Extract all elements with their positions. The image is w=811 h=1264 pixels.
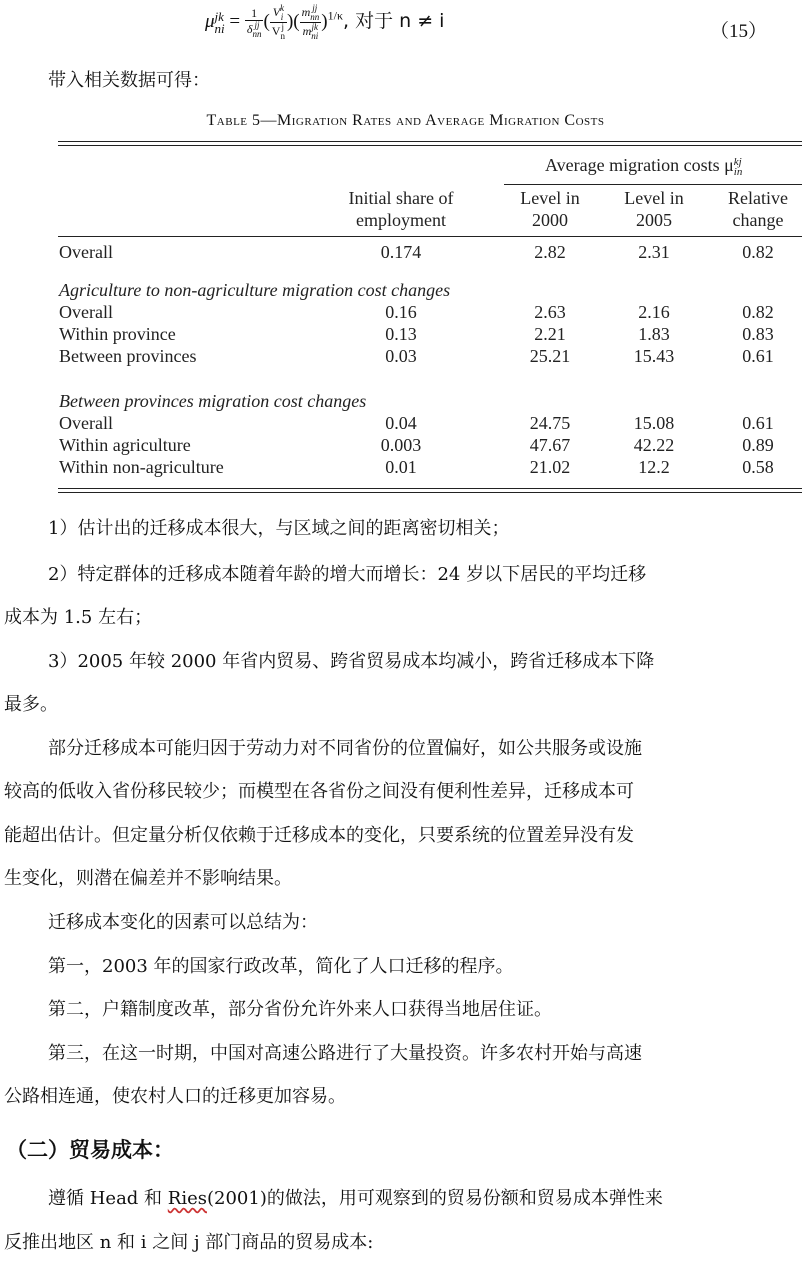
paragraph-5: 迁移成本变化的因素可以总结为：: [48, 912, 318, 933]
intro-text: 带入相关数据可得：: [48, 70, 210, 91]
eq-exponent: 1/κ: [327, 8, 344, 23]
equation-number: （15）: [709, 21, 767, 42]
group-header: [545, 155, 742, 177]
table-row-l2005: 42.22: [633, 435, 675, 455]
paragraph-3-line2: 最多。: [4, 694, 58, 715]
row-l2000: 2.82: [534, 242, 566, 262]
table-bottom-rule: [58, 488, 802, 489]
table-row-share: 0.04: [385, 413, 417, 433]
col-share-line2: employment: [356, 210, 446, 230]
table-row-l2005: 12.2: [638, 457, 670, 477]
eq-v-den-sub: n: [280, 31, 285, 41]
table-row-l2000: 2.21: [534, 324, 566, 344]
section-heading: （二）贸易成本：: [6, 1137, 174, 1162]
table-row-share: 0.16: [385, 302, 417, 322]
paragraph-4-line3: 能超出估计。但定量分析仅依赖于迁移成本的变化，只要系统的位置差异没有发: [4, 825, 634, 846]
eq-m-den: m: [302, 23, 312, 38]
eq-m-den-sub: ni: [311, 31, 319, 41]
eq-mu: μ: [205, 10, 215, 32]
table-row-share: 0.01: [385, 457, 417, 477]
paragraph-8-line2: 公路相连通，使农村人口的迁移更加容易。: [4, 1086, 346, 1107]
eq-delta-sup: jj: [254, 20, 260, 30]
table-row-rel: 0.58: [742, 457, 774, 477]
table-row-label: Within non-agriculture: [59, 457, 224, 477]
eq-equals: =: [229, 10, 241, 32]
closing-line1: [48, 1188, 663, 1210]
header-bottom-rule: [58, 236, 802, 237]
paragraph-4-line4: 生变化，则潜在偏差并不影响结果。: [4, 868, 292, 889]
table-row-rel: 0.82: [742, 302, 774, 322]
closing-text-a: 遵循 Head 和: [48, 1188, 168, 1209]
table-row-rel: 0.61: [742, 413, 774, 433]
table-bottom-rule-2: [58, 492, 802, 493]
col-share-line1: Initial share of: [348, 188, 454, 208]
eq-delta: δ: [246, 21, 253, 36]
row-rel: 0.82: [742, 242, 774, 262]
equation-body: μjk ni = 1 δ jj nn ( Vk i Vj n )( m jj nn mjk ni )$^{1/\kappa}$, 对于 n ≠ i: [205, 3, 445, 41]
eq-v-num: V: [272, 4, 281, 19]
table-row-share: 0.03: [385, 346, 417, 366]
col-rel-line2: change: [732, 210, 784, 230]
section2-title: Between provinces migration cost changes: [59, 391, 367, 411]
paragraph-2-line1: 2）特定群体的迁移成本随着年龄的增大而增长：24 岁以下居民的平均迁移: [48, 564, 647, 585]
paragraph-4-line1: 部分迁移成本可能归因于劳动力对不同省份的位置偏好，如公共服务或设施: [48, 738, 642, 759]
table-row-label: Within province: [59, 324, 176, 344]
eq-v-den: V: [271, 23, 281, 38]
row-share: 0.174: [380, 242, 422, 262]
table-row-rel: 0.83: [742, 324, 774, 344]
eq-frac1-num: 1: [245, 6, 264, 21]
table-row-l2005: 15.08: [633, 413, 675, 433]
migration-table: [0, 0, 811, 500]
col-2005-line1: Level in: [624, 188, 684, 208]
eq-condition: , 对于 n ≠ i: [343, 9, 445, 32]
group-header-rule: [504, 184, 802, 185]
eq-v-num-sup: k: [280, 3, 285, 13]
table-row-l2000: 21.02: [529, 457, 571, 477]
closing-line2: 反推出地区 n 和 i 之间 j 部门商品的贸易成本:: [4, 1232, 374, 1253]
col-2005-line2: 2005: [636, 210, 672, 230]
paragraph-7: 第二，户籍制度改革，部分省份允许外来人口获得当地居住证。: [48, 999, 552, 1020]
eq-mu-sub: ni: [214, 20, 225, 36]
table-row-share: 0.003: [380, 435, 422, 455]
table-row-l2000: 24.75: [529, 413, 571, 433]
eq-m-den-sup: jk: [311, 22, 319, 32]
group-header-sup: kj: [733, 155, 742, 168]
table-row-rel: 0.61: [742, 346, 774, 366]
table-row-label: Between provinces: [59, 346, 197, 366]
paragraph-1: 1）估计出的迁移成本很大，与区域之间的距离密切相关；: [48, 518, 510, 539]
paragraph-6: 第一，2003 年的国家行政改革，简化了人口迁移的程序。: [48, 956, 514, 977]
paragraph-3-line1: 3）2005 年较 2000 年省内贸易、跨省贸易成本均减小，跨省迁移成本下降: [48, 651, 655, 672]
table-row-label: Within agriculture: [59, 435, 191, 455]
col-2000-line2: 2000: [532, 210, 568, 230]
row-label: Overall: [59, 242, 113, 262]
table-row-share: 0.13: [385, 324, 417, 344]
table-row-rel: 0.89: [742, 435, 774, 455]
closing-text-b: (2001)的做法，用可观察到的贸易份额和贸易成本弹性来: [206, 1188, 663, 1209]
table-row-label: Overall: [59, 413, 113, 433]
eq-mu-sup: jk: [214, 8, 224, 24]
col-2000-line1: Level in: [520, 188, 580, 208]
section1-title: Agriculture to non-agriculture migration cost changes: [59, 280, 451, 300]
paragraph-2-line2: 成本为 1.5 左右；: [4, 607, 153, 628]
eq-v-den-sup: j: [281, 22, 284, 32]
paragraph-8-line1: 第三，在这一时期，中国对高速公路进行了大量投资。许多农村开始与高速: [48, 1043, 642, 1064]
eq-v-num-sub: i: [280, 12, 284, 22]
table-title-text: Table 5—Migration Rates and Average Migration Costs: [206, 112, 605, 129]
table-row-label: Overall: [59, 302, 113, 322]
group-header-text: Average migration costs μ: [545, 155, 734, 175]
table-row-l2005: 15.43: [633, 346, 675, 366]
eq-m-num-sub: nn: [310, 12, 320, 22]
table-row-l2005: 2.16: [638, 302, 670, 322]
eq-m-num-sup: jj: [312, 3, 318, 13]
table-row-l2000: 2.63: [534, 302, 566, 322]
group-header-sub: in: [733, 165, 743, 178]
table-row-l2000: 47.67: [529, 435, 571, 455]
paragraph-4-line2: 较高的低收入省份移民较少；而模型在各省份之间没有便利性差异，迁移成本可: [4, 781, 634, 802]
col-rel-line1: Relative: [728, 188, 788, 208]
row-l2005: 2.31: [638, 242, 670, 262]
eq-delta-sub: nn: [252, 29, 262, 39]
table-row-l2005: 1.83: [638, 324, 670, 344]
table-row-l2000: 25.21: [529, 346, 571, 366]
eq-m-num: m: [301, 4, 311, 19]
author-name-spellcheck: Ries: [167, 1188, 207, 1209]
